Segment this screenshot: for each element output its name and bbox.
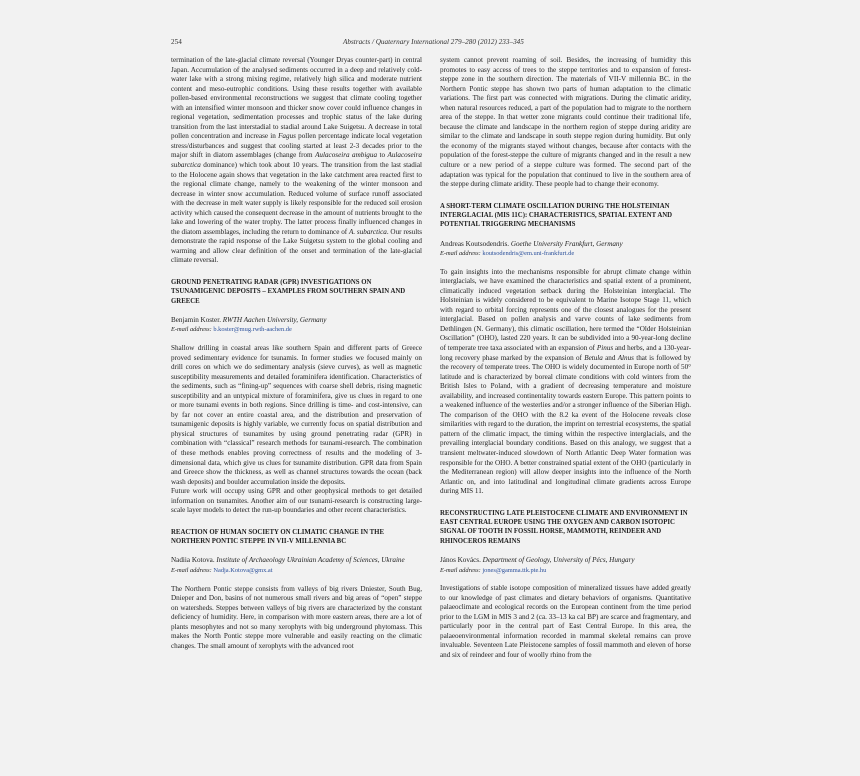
- section-title: REACTION OF HUMAN SOCIETY ON CLIMATIC CHANGE IN THE NORTHERN PONTIC STEPPE IN VII-V MILLENNIA BC: [171, 528, 384, 546]
- email-link[interactable]: b.koster@mug.rwth-aachen.de: [213, 326, 292, 334]
- email-line: E-mail address: b.koster@mug.rwth-aachen.de: [171, 326, 292, 334]
- paragraph: Future work will occupy using GPR and other geophysical methods to get detailed information on tsunamites. Another aim of our tsunami-research is constructing large-scale layer models to detect the run-up boundaries and other recent characteristics.: [171, 487, 422, 515]
- email-line: E-mail address: koutsodendris@em.uni-frankfurt.de: [440, 250, 575, 258]
- paragraph: termination of the late-glacial climate reversal (Younger Dryas counter-part) in central Japan. Accumulation of the analysed sediments occurred in a deep and relatively cold-water lake with a strong mixing regime, relatively high silica and moderate nutrient content and meso-eutrophic conditions. Using these results together with available pollen-based environmental reconstructions we suggest that climate cooling together with an intensified winter monsoon and thicker snow cover could influence changes in regional vegetation, sedimentation processes and trophic status of the lake during transition from the last interstadial to stadial around Lake Suigetsu. A decrease in total pollen concentration and increase in Fagus pollen percentage indicate local vegetation stress/disturbances and suggest that cooling started at least 2-3 decades prior to the major shift in diatom assemblages (change from Aulacoseira ambigua to Aulacoseira subarctica dominance) which took about 10 years. The transition from the last stadial to the Holocene again shows that vegetation in the lake catchment area reacted first to the regional climate change, namely to the weakening of the winter monsoon and decrease in winter snow accumulation. Reduced volume of surface runoff associated with the decrease in melt water supply is likely responsible for the reduced soil erosion activity which caused the consequent decrease in the amount of nutrients brought to the lake and lowering of the water trophy. The latter process finally influenced changes in the diatom assemblages, including the return to dominance of A. subarctica. Our results demonstrate the rapid response of the Lake Suigetsu system to the global cooling and warming and allow clear definition of the onset and termination of the late-glacial climate reversal.: [171, 56, 422, 265]
- author-line: Benjamin Koster. RWTH Aachen University, Germany: [171, 315, 327, 324]
- email-line: E-mail address: Nadja.Kotova@gmx.at: [171, 567, 273, 574]
- paragraph: Shallow drilling in coastal areas like southern Spain and different parts of Greece proved sedimentary evidence for tsunamis. In former studies we focused mainly on drill cores on which we do sedimentary analysis (sieve curves), as well as magnetic susceptibility measurements and detailed foraminifera identification. Characteristics of the sediments, such as “fining-up” sequences with coarse shell debris, rising magnetic susceptibility and an untypical mixture of foraminifera, give us clues in regard to one or more tsunami events in both regions. Since drilling is time- and cost-intensive, can by far not cover an entire coastal area, and the distribution and preservation of tsunamigenic deposits is highly variable, we currently focus on spatial distribution and physical structures of tsunamites by using ground penetrating radar (GPR) in combination with “classical” research methods for tsunami-research. The combination of these methods enables proving correctness of results and the modeling of 3-dimensional data, which give us clues for tsunamite distribution. GPR data from Spain and Greece show the thickness, as well as channel structures towards the ocean (back wash deposits) and boulder accumulation inside the deposits.: [171, 344, 422, 486]
- author-line: Nadiia Kotova. Institute of Archaeology Ukrainian Academy of Sciences, Ukraine: [171, 556, 405, 565]
- email-link[interactable]: jones@gamma.ttk.pte.hu: [482, 566, 547, 574]
- page-number: 254: [171, 38, 182, 46]
- left-column: [171, 56, 422, 651]
- paragraph: The Northern Pontic steppe consists from valleys of big rivers Dniester, South Bug, Dnieper and Don, basins of not numerous small rivers and big areas of “open” steppe on watersheds. Steppes between valleys of big rivers are characterized by the constant deficiency of humidity. Here, in comparison with more eastern areas, there are a lot of plants mesophytes and not so many xerophyts with big underground phytomass. This makes the North Pontic steppe more vulnerable and easily reacting on the climatic changes. The small amount of xerophyts with the advanced root: [171, 584, 422, 650]
- author-line: János Kovács. Department of Geology, University of Pécs, Hungary: [440, 555, 635, 564]
- paragraph: system cannot prevent roaming of soil. Besides, the increasing of humidity this promotes to easy access of trees to the steppe territories and to expansion of forest-steppe zone in the southern direction. The materials of VII-V millennia BC. in the Northern Pontic steppe has shown two parts of human adaptation to the climatic variations. The first part was connected with migrations. During the climatic aridity, when natural resources reduced, a part of the population had to migrate to the northern area of the steppe. In that wetter zone migrants could continue their traditional life, because the climate and landscape in the northern region of steppe during aridity are similar to the climate and landscape in south steppe region during humidity. But only the economy of the migrants stayed without changes, because after contacts with the population of the forest-steppe the culture of migrants changed and in the result a new culture or a new period of a steppe culture was formed. The second part of the adaptation was typical for the population that continued to live in the southern area of the steppe during climate aridity. These people had to change their economy.: [440, 56, 691, 189]
- section-title: A SHORT-TERM CLIMATE OSCILLATION DURING THE HOLSTEINIAN INTERGLACIAL (MIS 11C): CHARACTERISTICS, SPATIAL EXTENT AND POTENTIAL TRIGGERING MECHANISMS: [440, 202, 673, 229]
- paragraph: To gain insights into the mechanisms responsible for abrupt climate change within interglacials, we have examined the characteristics and spatial extent of a prominent, climatically induced vegetation setback during the Holsteinian interglacial. The Holsteinian is widely considered to be equivalent to Marine Isotope Stage 11, which with regard to orbital forcing represents one of the closest analogues for the present interglacial. Based on pollen analysis and varve counts of lake sediments from Dethlingen (N. Germany), this climatic oscillation, here termed the “Older Holsteinian Oscillation” (OHO), lasted 220 years. It can be subdivided into a 90-year-long decline of temperate tree taxa associated with an expansion of Pinus and herbs, and a 130-year-long recovery phase marked by the expansion of Betula and Alnus that is followed by the recovery of temperate trees. The OHO is widely documented in Europe north of 50° latitude and is characterized by boreal climate conditions with cold winters from the British Isles to Poland, with a gradient of decreasing temperature and moisture availability, and increased continentality towards eastern Europe. This pattern points to a weakened influence of the westerlies and/or a stronger influence of the Siberian High. The comparison of the OHO with the 8.2 ka event of the Holocene reveals close similarities with regard to the duration, the imprint on terrestrial ecosystems, the spatial pattern of the climatic impact, the timing within the respective interglacials, and the prevailing interglacial boundary conditions. Based on this analogy, we suggest that a transient meltwater-induced slowdown of North Atlantic Deep Water formation was responsible for the OHO. A better constrained spatial extent of the OHO (particularly in the Mediterranean region) will allow deeper insights into the influence of the North Atlantic on, and into latitudinal and longitudinal climate gradients across Europe during MIS 11.: [440, 267, 692, 496]
- paragraph: Investigations of stable isotope composition of mineralized tissues have added greatly to our knowledge of past climates and dietary behaviors of organisms. Quantitative palaeoclimate and ecological records on the European continent from the time period prior to the LGM in MIS 3 and 2 (ca. 33–13 ka cal BP) are scarce and fragmentary, and particularly poor in the central part of East Central Europe. In this area, the palaeoenvironmental information recorded in mammal skeletal remains can prove invaluable. Seventeen Late Pleistocene samples of fossil mammoth and eleven of horse and six of reindeer and four of woolly rhino from the: [440, 584, 691, 659]
- section-title: GROUND PENETRATING RADAR (GPR) INVESTIGATIONS ON TSUNAMIGENIC DEPOSITS – EXAMPLES FROM SOUTHERN SPAIN AND GREECE: [171, 279, 406, 305]
- email-link[interactable]: koutsodendris@em.uni-frankfurt.de: [482, 250, 575, 258]
- author-line: Andreas Koutsodendris. Goethe University Frankfurt, Germany: [440, 239, 623, 248]
- email-link[interactable]: Nadja.Kotova@gmx.at: [213, 567, 273, 574]
- email-line: E-mail address: jones@gamma.ttk.pte.hu: [440, 566, 547, 574]
- journal-citation: Abstracts / Quaternary International 279–280 (2012) 233–345: [343, 38, 524, 46]
- right-column: [440, 56, 691, 660]
- section-title: RECONSTRUCTING LATE PLEISTOCENE CLIMATE AND ENVIRONMENT IN EAST CENTRAL EUROPE USING THE OXYGEN AND CARBON ISOTOPIC SIGNAL OF TOOTH IN FOSSIL HORSE, MAMMOTH, REINDEER AND RHINOCEROS REMAINS: [440, 509, 688, 545]
